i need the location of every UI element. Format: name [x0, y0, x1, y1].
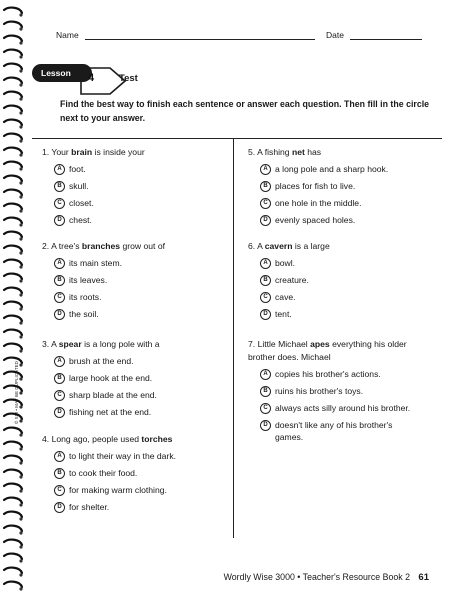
binding-hole [19, 517, 22, 520]
answer-text: one hole in the middle. [275, 198, 362, 209]
answer-text: ruins his brother's toys. [275, 385, 364, 396]
spiral-coil [4, 568, 22, 573]
spiral-coil [4, 260, 22, 265]
vocab-word: apes [310, 339, 330, 349]
spiral-coil [4, 302, 22, 307]
answer-text: doesn't like any of his brother's games. [275, 419, 393, 443]
answer-bubble[interactable]: B [260, 181, 271, 192]
answer-bubble[interactable]: B [260, 275, 271, 286]
binding-hole [19, 111, 22, 114]
name-line [85, 30, 315, 40]
binding-hole [19, 531, 22, 534]
answer-text: places for fish to live. [275, 181, 356, 192]
binding-hole [19, 307, 22, 310]
spiral-coil [4, 470, 22, 475]
answer-text: for making warm clothing. [69, 485, 167, 496]
binding-hole [19, 419, 22, 422]
spiral-coil [4, 22, 22, 27]
vocab-word: cavern [264, 241, 293, 251]
answer-option[interactable] [260, 180, 433, 193]
answer-bubble[interactable]: D [260, 215, 271, 226]
answer-bubble[interactable]: C [260, 403, 271, 414]
vocab-word: spear [58, 339, 82, 349]
binding-hole [19, 41, 22, 44]
question-stem [248, 240, 433, 253]
spiral-coil [4, 330, 22, 335]
binding-hole [19, 503, 22, 506]
answer-text: the soil. [69, 309, 99, 320]
spiral-coil [4, 288, 22, 293]
stem-text: A [51, 339, 59, 349]
binding-hole [19, 405, 22, 408]
answer-bubble[interactable]: C [54, 198, 65, 209]
answer-text: evenly spaced holes. [275, 215, 356, 226]
binding-hole [19, 447, 22, 450]
binding-hole [19, 489, 22, 492]
binding-hole [19, 153, 22, 156]
column-divider [233, 138, 234, 538]
binding-hole [19, 587, 22, 590]
binding-hole [19, 83, 22, 86]
footer-text: Wordly Wise 3000 • Teacher's Resource Book 2 [223, 572, 410, 582]
spiral-coil [4, 456, 22, 461]
spiral-coil [4, 400, 22, 405]
question-number: 7. [248, 339, 258, 349]
answer-text: closet. [69, 198, 94, 209]
answer-text: its roots. [69, 292, 102, 303]
answer-option[interactable] [54, 406, 227, 419]
answer-options [42, 163, 222, 227]
stem-text: everything his older brother does. Michael [248, 339, 407, 362]
answer-bubble[interactable]: B [54, 468, 65, 479]
answer-option[interactable] [54, 355, 227, 368]
spiral-coil [4, 246, 22, 251]
spiral-coil [4, 64, 22, 69]
binding-hole [19, 391, 22, 394]
answer-text: creature. [275, 275, 309, 286]
answer-text: cave. [275, 292, 296, 303]
question-number: 2. [42, 241, 52, 251]
spiral-coil [4, 36, 22, 41]
binding-hole [19, 167, 22, 170]
answer-bubble[interactable]: C [54, 292, 65, 303]
question-3 [42, 338, 227, 419]
spiral-coil [4, 442, 22, 447]
spiral-coil [4, 8, 22, 13]
spiral-coil [4, 176, 22, 181]
stem-text: is a large [292, 241, 330, 251]
answer-option[interactable] [54, 501, 227, 514]
answer-bubble[interactable]: D [260, 309, 271, 320]
answer-bubble[interactable]: A [54, 164, 65, 175]
answer-option[interactable] [260, 402, 418, 415]
answer-bubble[interactable]: A [260, 258, 271, 269]
vocab-word: torches [141, 434, 173, 444]
answer-text: chest. [69, 215, 92, 226]
answer-option[interactable] [54, 180, 222, 193]
answer-option[interactable] [54, 450, 227, 463]
spiral-coil [4, 134, 22, 139]
question-stem [42, 146, 222, 159]
date-field[interactable] [326, 30, 422, 40]
question-number: 1. [42, 147, 52, 157]
binding-hole [19, 335, 22, 338]
question-stem [248, 338, 418, 363]
answer-option[interactable] [260, 368, 418, 381]
binding-hole [19, 377, 22, 380]
answer-option[interactable] [260, 214, 433, 227]
stem-text: Little Michael [257, 339, 311, 349]
answer-option[interactable] [54, 214, 222, 227]
binding-hole [19, 195, 22, 198]
instructions: Find the best way to finish each sentence or answer each question. Then fill in the circle next to your answer. [60, 99, 430, 123]
binding-hole [19, 209, 22, 212]
answer-options [42, 355, 227, 419]
spiral-coil [4, 414, 22, 419]
answer-text: tent. [275, 309, 292, 320]
answer-option[interactable] [54, 257, 222, 270]
spiral-coil [4, 344, 22, 349]
answer-bubble[interactable]: D [54, 309, 65, 320]
stem-text: Your [51, 147, 72, 157]
answer-bubble[interactable]: B [260, 386, 271, 397]
binding-hole [19, 461, 22, 464]
answer-options [42, 450, 227, 514]
spiral-coil [4, 498, 22, 503]
answer-bubble[interactable]: D [54, 407, 65, 418]
question-stem [42, 433, 227, 446]
answer-bubble[interactable]: A [260, 369, 271, 380]
answer-option[interactable] [54, 197, 222, 210]
answer-text: copies his brother's actions. [275, 368, 381, 379]
binding-hole [19, 139, 22, 142]
answer-option[interactable] [260, 274, 433, 287]
answer-bubble[interactable]: B [54, 373, 65, 384]
question-stem [42, 338, 227, 351]
binding-hole [19, 545, 22, 548]
question-number: 5. [248, 147, 258, 157]
vocab-word: net [291, 147, 305, 157]
answer-bubble[interactable]: B [54, 181, 65, 192]
name-label: Name [56, 30, 79, 40]
spiral-coil [4, 316, 22, 321]
question-number: 6. [248, 241, 258, 251]
spiral-coil [4, 106, 22, 111]
binding-hole [19, 321, 22, 324]
spiral-coil [4, 274, 22, 279]
page-number: 61 [418, 572, 429, 583]
spiral-coil [4, 232, 22, 237]
binding-hole [19, 251, 22, 254]
spiral-coil [4, 372, 22, 377]
spiral-coil [4, 386, 22, 391]
answer-option[interactable] [54, 291, 222, 304]
spiral-coil [4, 358, 22, 363]
answer-option[interactable] [260, 163, 433, 176]
answer-text: to cook their food. [69, 468, 138, 479]
binding-hole [19, 475, 22, 478]
spiral-coil [4, 148, 22, 153]
answer-bubble[interactable]: D [260, 420, 271, 431]
spiral-coil [4, 190, 22, 195]
question-6 [248, 240, 433, 321]
binding-hole [19, 55, 22, 58]
answer-text: a long pole and a sharp hook. [275, 164, 389, 175]
answer-bubble[interactable]: D [54, 502, 65, 513]
spiral-coil [4, 120, 22, 125]
spiral-coil [4, 92, 22, 97]
test-title: Test [119, 73, 138, 84]
top-rule [32, 138, 442, 139]
binding-hole [19, 27, 22, 30]
answer-text: always acts silly around his brother. [275, 402, 411, 413]
answer-option[interactable] [54, 389, 227, 402]
stem-text: has [304, 147, 322, 157]
answer-option[interactable] [54, 274, 222, 287]
answer-options [248, 368, 418, 444]
stem-text: A [257, 241, 265, 251]
page-footer [224, 572, 429, 583]
answer-text: bowl. [275, 258, 296, 269]
answer-text: for shelter. [69, 502, 110, 513]
binding-hole [19, 349, 22, 352]
answer-text: its leaves. [69, 275, 108, 286]
answer-option[interactable] [54, 467, 227, 480]
question-number: 4. [42, 434, 52, 444]
answer-bubble[interactable]: A [260, 164, 271, 175]
stem-text: is a long pole with a [81, 339, 160, 349]
spiral-coil [4, 428, 22, 433]
question-number: 3. [42, 339, 52, 349]
answer-bubble[interactable]: A [54, 258, 65, 269]
binding-hole [19, 223, 22, 226]
stem-text: A fishing [257, 147, 292, 157]
question-4 [42, 433, 227, 514]
binding-hole [19, 125, 22, 128]
answer-bubble[interactable]: C [54, 390, 65, 401]
question-5 [248, 146, 433, 227]
spiral-coil [4, 484, 22, 489]
spiral-coil [4, 540, 22, 545]
answer-text: foot. [69, 164, 86, 175]
spiral-coil [4, 162, 22, 167]
copyright-notice: © SSI • MAY BE DUPLICATED [14, 361, 19, 424]
stem-text: Long ago, people used [51, 434, 142, 444]
binding-hole [19, 69, 22, 72]
answer-bubble[interactable]: B [54, 275, 65, 286]
answer-option[interactable] [260, 419, 418, 444]
question-7 [248, 338, 418, 444]
answer-options [248, 163, 433, 227]
answer-bubble[interactable]: C [260, 292, 271, 303]
answer-option[interactable] [260, 257, 433, 270]
answer-option[interactable] [54, 484, 227, 497]
stem-text: is inside your [92, 147, 145, 157]
answer-text: sharp blade at the end. [69, 390, 157, 401]
spiral-coil [4, 204, 22, 209]
answer-bubble[interactable]: C [260, 198, 271, 209]
answer-options [248, 257, 433, 321]
binding-hole [19, 265, 22, 268]
question-stem [248, 146, 433, 159]
answer-text: fishing net at the end. [69, 407, 152, 418]
answer-bubble[interactable]: C [54, 485, 65, 496]
stem-text: grow out of [120, 241, 165, 251]
binding-hole [19, 13, 22, 16]
answer-option[interactable] [54, 163, 222, 176]
binding-hole [19, 279, 22, 282]
spiral-coil [4, 526, 22, 531]
answer-text: to light their way in the dark. [69, 451, 176, 462]
binding-hole [19, 181, 22, 184]
answer-text: large hook at the end. [69, 373, 153, 384]
spiral-coil [4, 218, 22, 223]
answer-text: its main stem. [69, 258, 123, 269]
spiral-binding [0, 0, 26, 600]
vocab-word: branches [81, 241, 121, 251]
binding-hole [19, 363, 22, 366]
spiral-coil [4, 78, 22, 83]
spiral-coil [4, 582, 22, 587]
binding-hole [19, 433, 22, 436]
binding-hole [19, 559, 22, 562]
spiral-coil [4, 512, 22, 517]
binding-hole [19, 573, 22, 576]
stem-text: A tree's [51, 241, 82, 251]
binding-hole [19, 237, 22, 240]
question-1 [42, 146, 222, 227]
binding-hole [19, 293, 22, 296]
spiral-coil [4, 50, 22, 55]
answer-option[interactable] [260, 291, 433, 304]
answer-options [42, 257, 222, 321]
date-line [350, 30, 422, 40]
answer-option[interactable] [260, 385, 418, 398]
answer-bubble[interactable]: A [54, 356, 65, 367]
answer-option[interactable] [54, 308, 222, 321]
question-2 [42, 240, 222, 321]
question-stem [42, 240, 222, 253]
answer-text: brush at the end. [69, 356, 134, 367]
answer-bubble[interactable]: D [54, 215, 65, 226]
answer-bubble[interactable]: A [54, 451, 65, 462]
answer-option[interactable] [260, 197, 433, 210]
answer-option[interactable] [260, 308, 433, 321]
spiral-coil [4, 554, 22, 559]
name-field[interactable] [56, 30, 315, 40]
answer-text: skull. [69, 181, 89, 192]
binding-hole [19, 97, 22, 100]
vocab-word: brain [71, 147, 93, 157]
lesson-label: Lesson [32, 64, 92, 82]
lesson-number: 4 [88, 72, 95, 84]
date-label: Date [326, 30, 344, 40]
answer-option[interactable] [54, 372, 227, 385]
